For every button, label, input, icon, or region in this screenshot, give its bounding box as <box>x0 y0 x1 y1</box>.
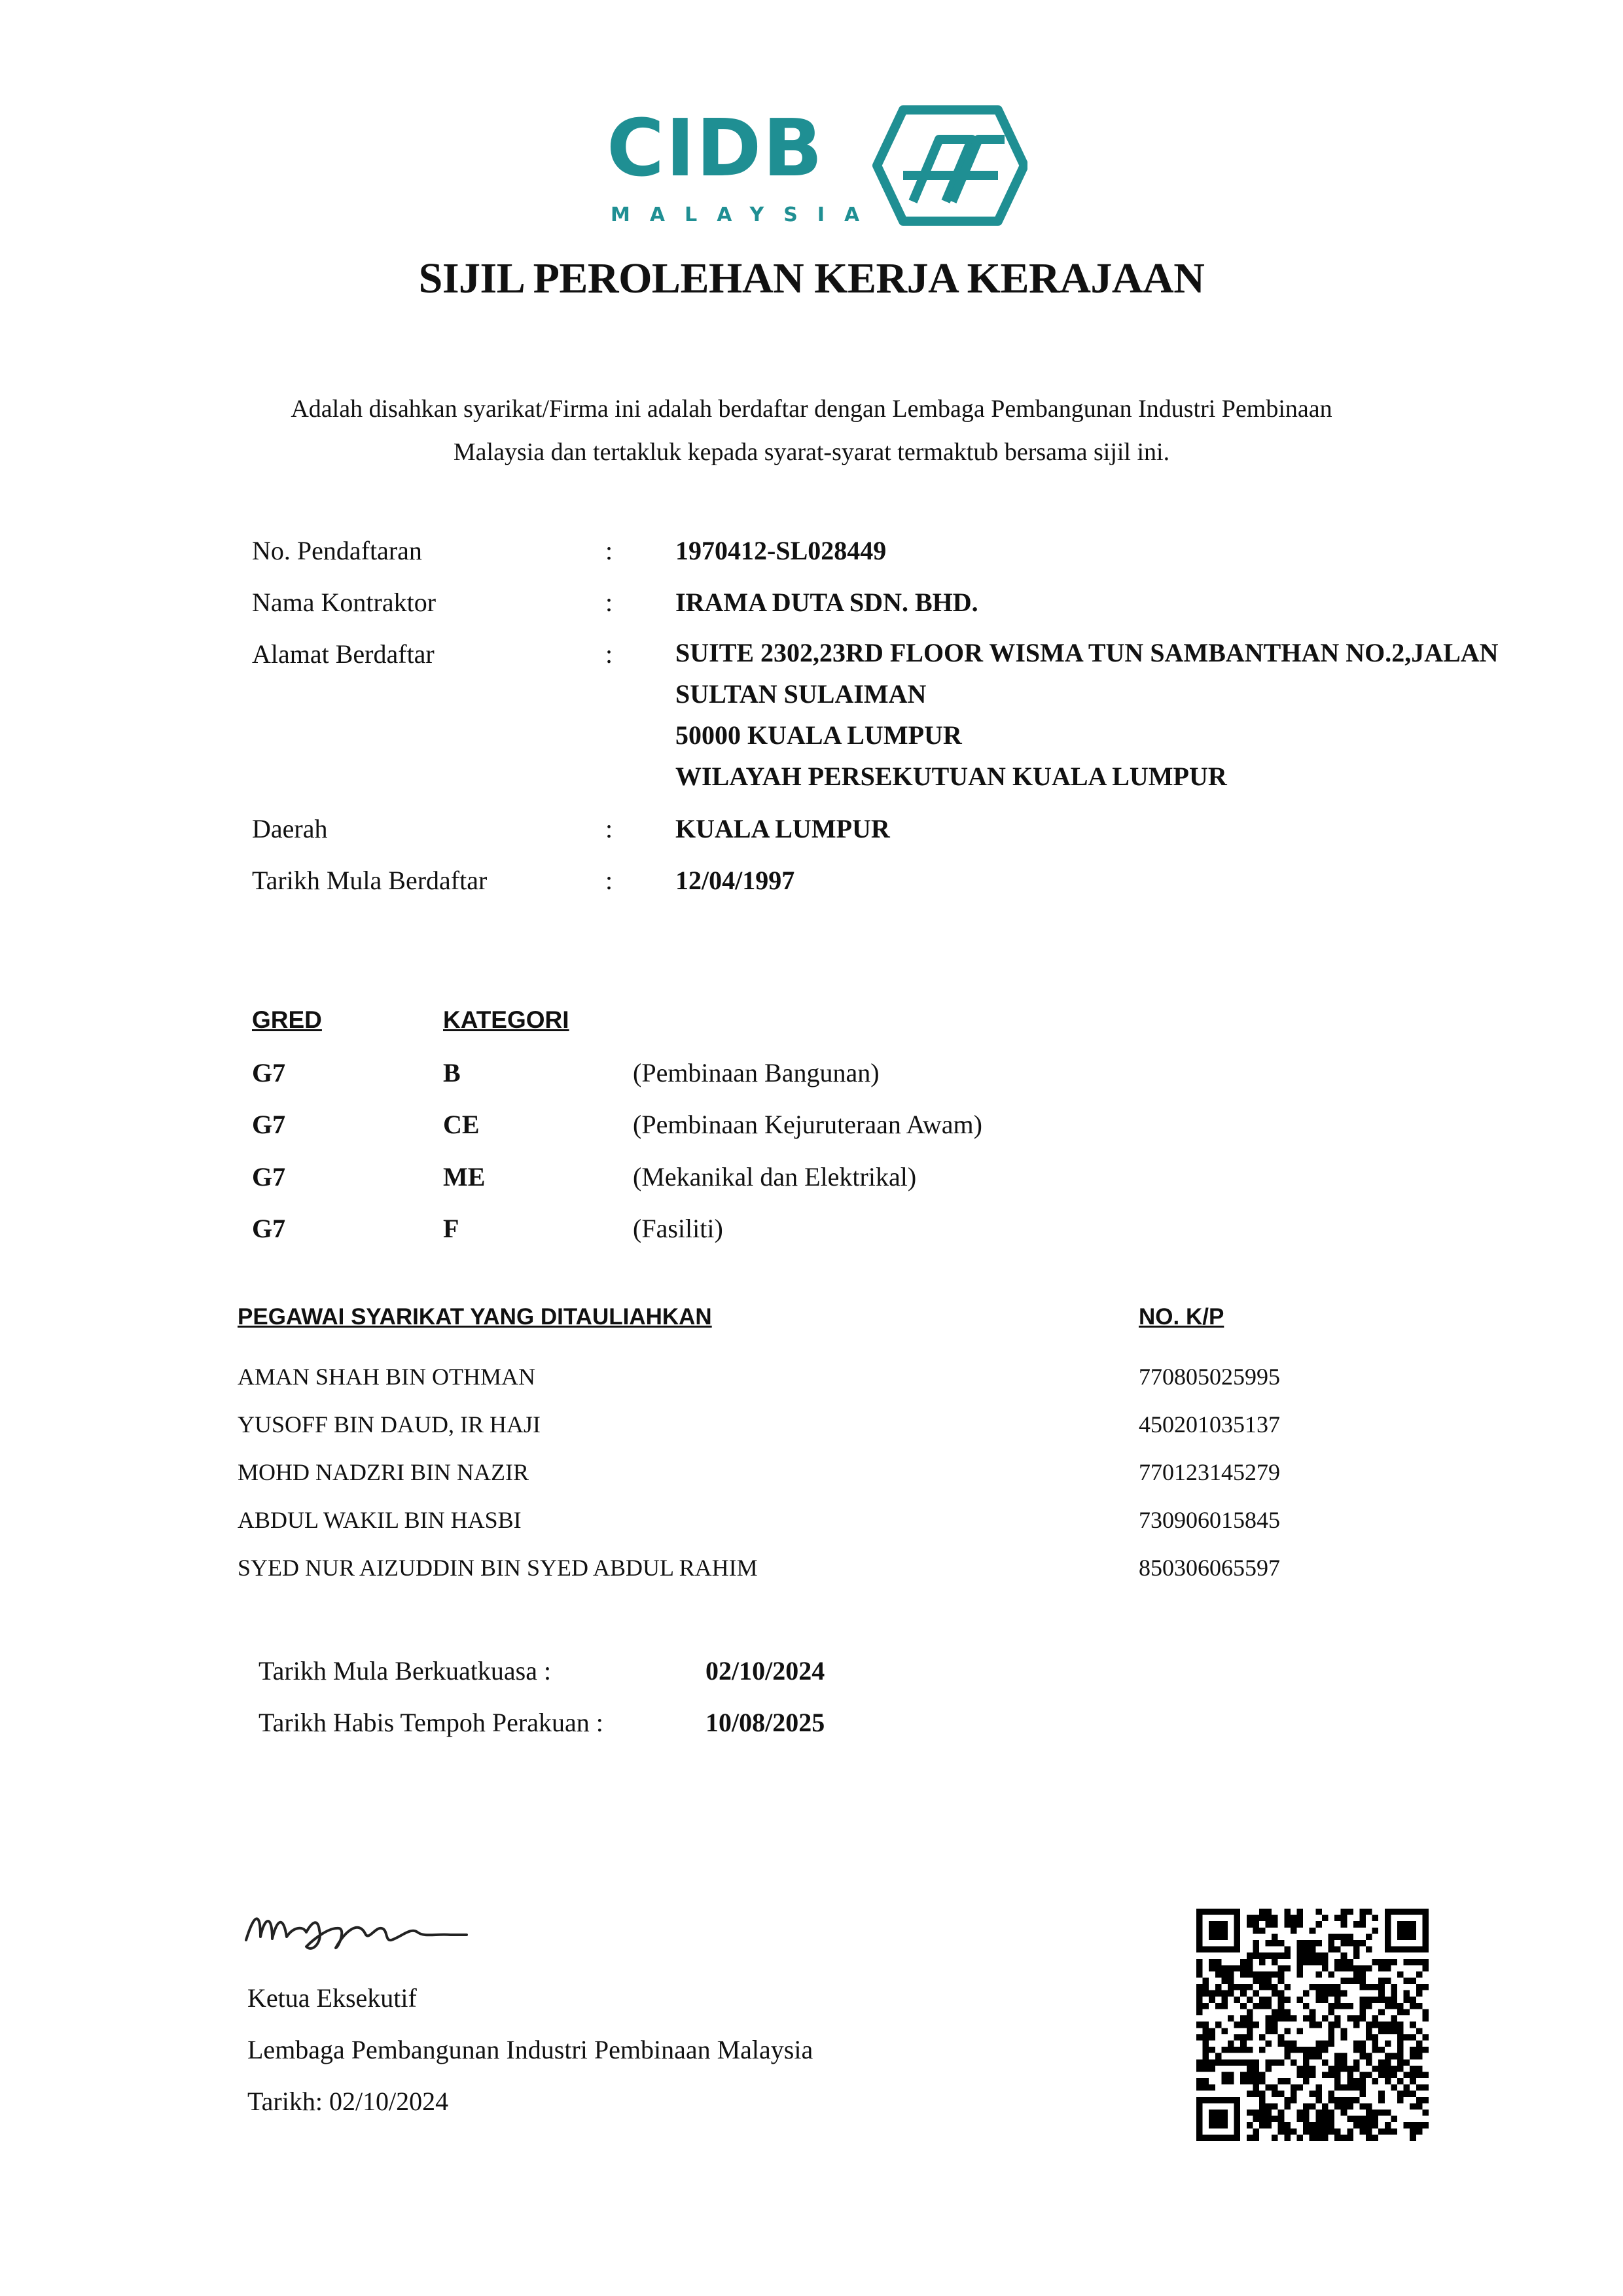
officer-2-ic: 450201035137 <box>1139 1411 1280 1438</box>
validity-expiry-value: 10/08/2025 <box>705 1708 825 1737</box>
address-line-3: 50000 KUALA LUMPUR <box>675 720 962 750</box>
logo-country: MALAYSIA <box>611 203 880 226</box>
officer-2-name: YUSOFF BIN DAUD, IR HAJI <box>238 1411 541 1438</box>
grade-header: GRED <box>252 1006 322 1033</box>
grade-row-3-category: ME <box>443 1162 486 1192</box>
contractor-name-colon: : <box>605 588 613 617</box>
contractor-name-value: IRAMA DUTA SDN. BHD. <box>675 588 978 617</box>
officer-4-name: ABDUL WAKIL BIN HASBI <box>238 1507 522 1533</box>
personnel-header: PEGAWAI SYARIKAT YANG DITAULIAHKAN <box>238 1304 712 1330</box>
grade-row-4-grade: G7 <box>252 1214 286 1243</box>
district-value: KUALA LUMPUR <box>675 814 890 843</box>
grade-row-1-category: B <box>443 1058 461 1087</box>
logo-emblem-icon <box>877 110 1024 221</box>
grade-row-4-category: F <box>443 1214 459 1243</box>
reg-number-value: 1970412-SL028449 <box>675 536 887 565</box>
officer-3-ic: 770123145279 <box>1139 1459 1280 1485</box>
qr-code-icon <box>1196 1909 1429 2141</box>
intro-line-2: Malaysia dan tertakluk kepada syarat-syarat termaktub bersama sijil ini. <box>453 438 1170 466</box>
officer-1-ic: 770805025995 <box>1139 1364 1280 1390</box>
intro-paragraph <box>196 387 1427 474</box>
district-label: Daerah <box>252 814 328 843</box>
category-header: KATEGORI <box>443 1006 569 1033</box>
validity-start-label: Tarikh Mula Berkuatkuasa : <box>259 1656 552 1686</box>
grade-row-3-grade: G7 <box>252 1162 286 1192</box>
registration-start-colon: : <box>605 866 613 895</box>
grade-row-1-description: (Pembinaan Bangunan) <box>633 1058 880 1087</box>
registration-start-value: 12/04/1997 <box>675 866 795 895</box>
signature-icon <box>241 1901 519 1960</box>
address-line-4: WILAYAH PERSEKUTUAN KUALA LUMPUR <box>675 762 1227 791</box>
grade-row-1-grade: G7 <box>252 1058 286 1087</box>
registration-start-label: Tarikh Mula Berdaftar <box>252 866 488 895</box>
officer-5-ic: 850306065597 <box>1139 1555 1280 1581</box>
officer-5-name: SYED NUR AIZUDDIN BIN SYED ABDUL RAHIM <box>238 1555 758 1581</box>
validity-expiry-label: Tarikh Habis Tempoh Perakuan : <box>259 1708 603 1737</box>
certificate-title: SIJIL PEROLEHAN KERJA KERAJAAN <box>418 255 1205 302</box>
address-label: Alamat Berdaftar <box>252 639 435 669</box>
address-line-2: SULTAN SULAIMAN <box>675 679 927 709</box>
grade-row-2-category: CE <box>443 1110 480 1139</box>
signatory-title: Ketua Eksekutif <box>247 1983 417 2013</box>
grade-row-2-description: (Pembinaan Kejuruteraan Awam) <box>633 1110 982 1139</box>
officer-4-ic: 730906015845 <box>1139 1507 1280 1533</box>
intro-line-1: Adalah disahkan syarikat/Firma ini adalah berdaftar dengan Lembaga Pembangunan Industri Pembinaan <box>291 395 1332 423</box>
grade-row-2-grade: G7 <box>252 1110 286 1139</box>
signatory-organisation: Lembaga Pembangunan Industri Pembinaan Malaysia <box>247 2035 813 2064</box>
address-value <box>675 632 1499 797</box>
grade-row-3-description: (Mekanikal dan Elektrikal) <box>633 1162 917 1192</box>
validity-start-value: 02/10/2024 <box>705 1656 825 1686</box>
address-colon: : <box>605 639 613 669</box>
reg-number-label: No. Pendaftaran <box>252 536 422 565</box>
officer-3-name: MOHD NADZRI BIN NAZIR <box>238 1459 529 1485</box>
address-line-1: SUITE 2302,23RD FLOOR WISMA TUN SAMBANTHAN NO.2,JALAN <box>675 638 1499 667</box>
officer-1-name: AMAN SHAH BIN OTHMAN <box>238 1364 536 1390</box>
personnel-id-header: NO. K/P <box>1139 1304 1224 1330</box>
cidb-logo <box>605 103 1027 228</box>
signatory-date: Tarikh: 02/10/2024 <box>247 2087 449 2116</box>
reg-number-colon: : <box>605 536 613 565</box>
logo-wordmark: CIDB <box>607 103 824 194</box>
contractor-name-label: Nama Kontraktor <box>252 588 437 617</box>
grade-row-4-description: (Fasiliti) <box>633 1214 723 1243</box>
district-colon: : <box>605 814 613 843</box>
